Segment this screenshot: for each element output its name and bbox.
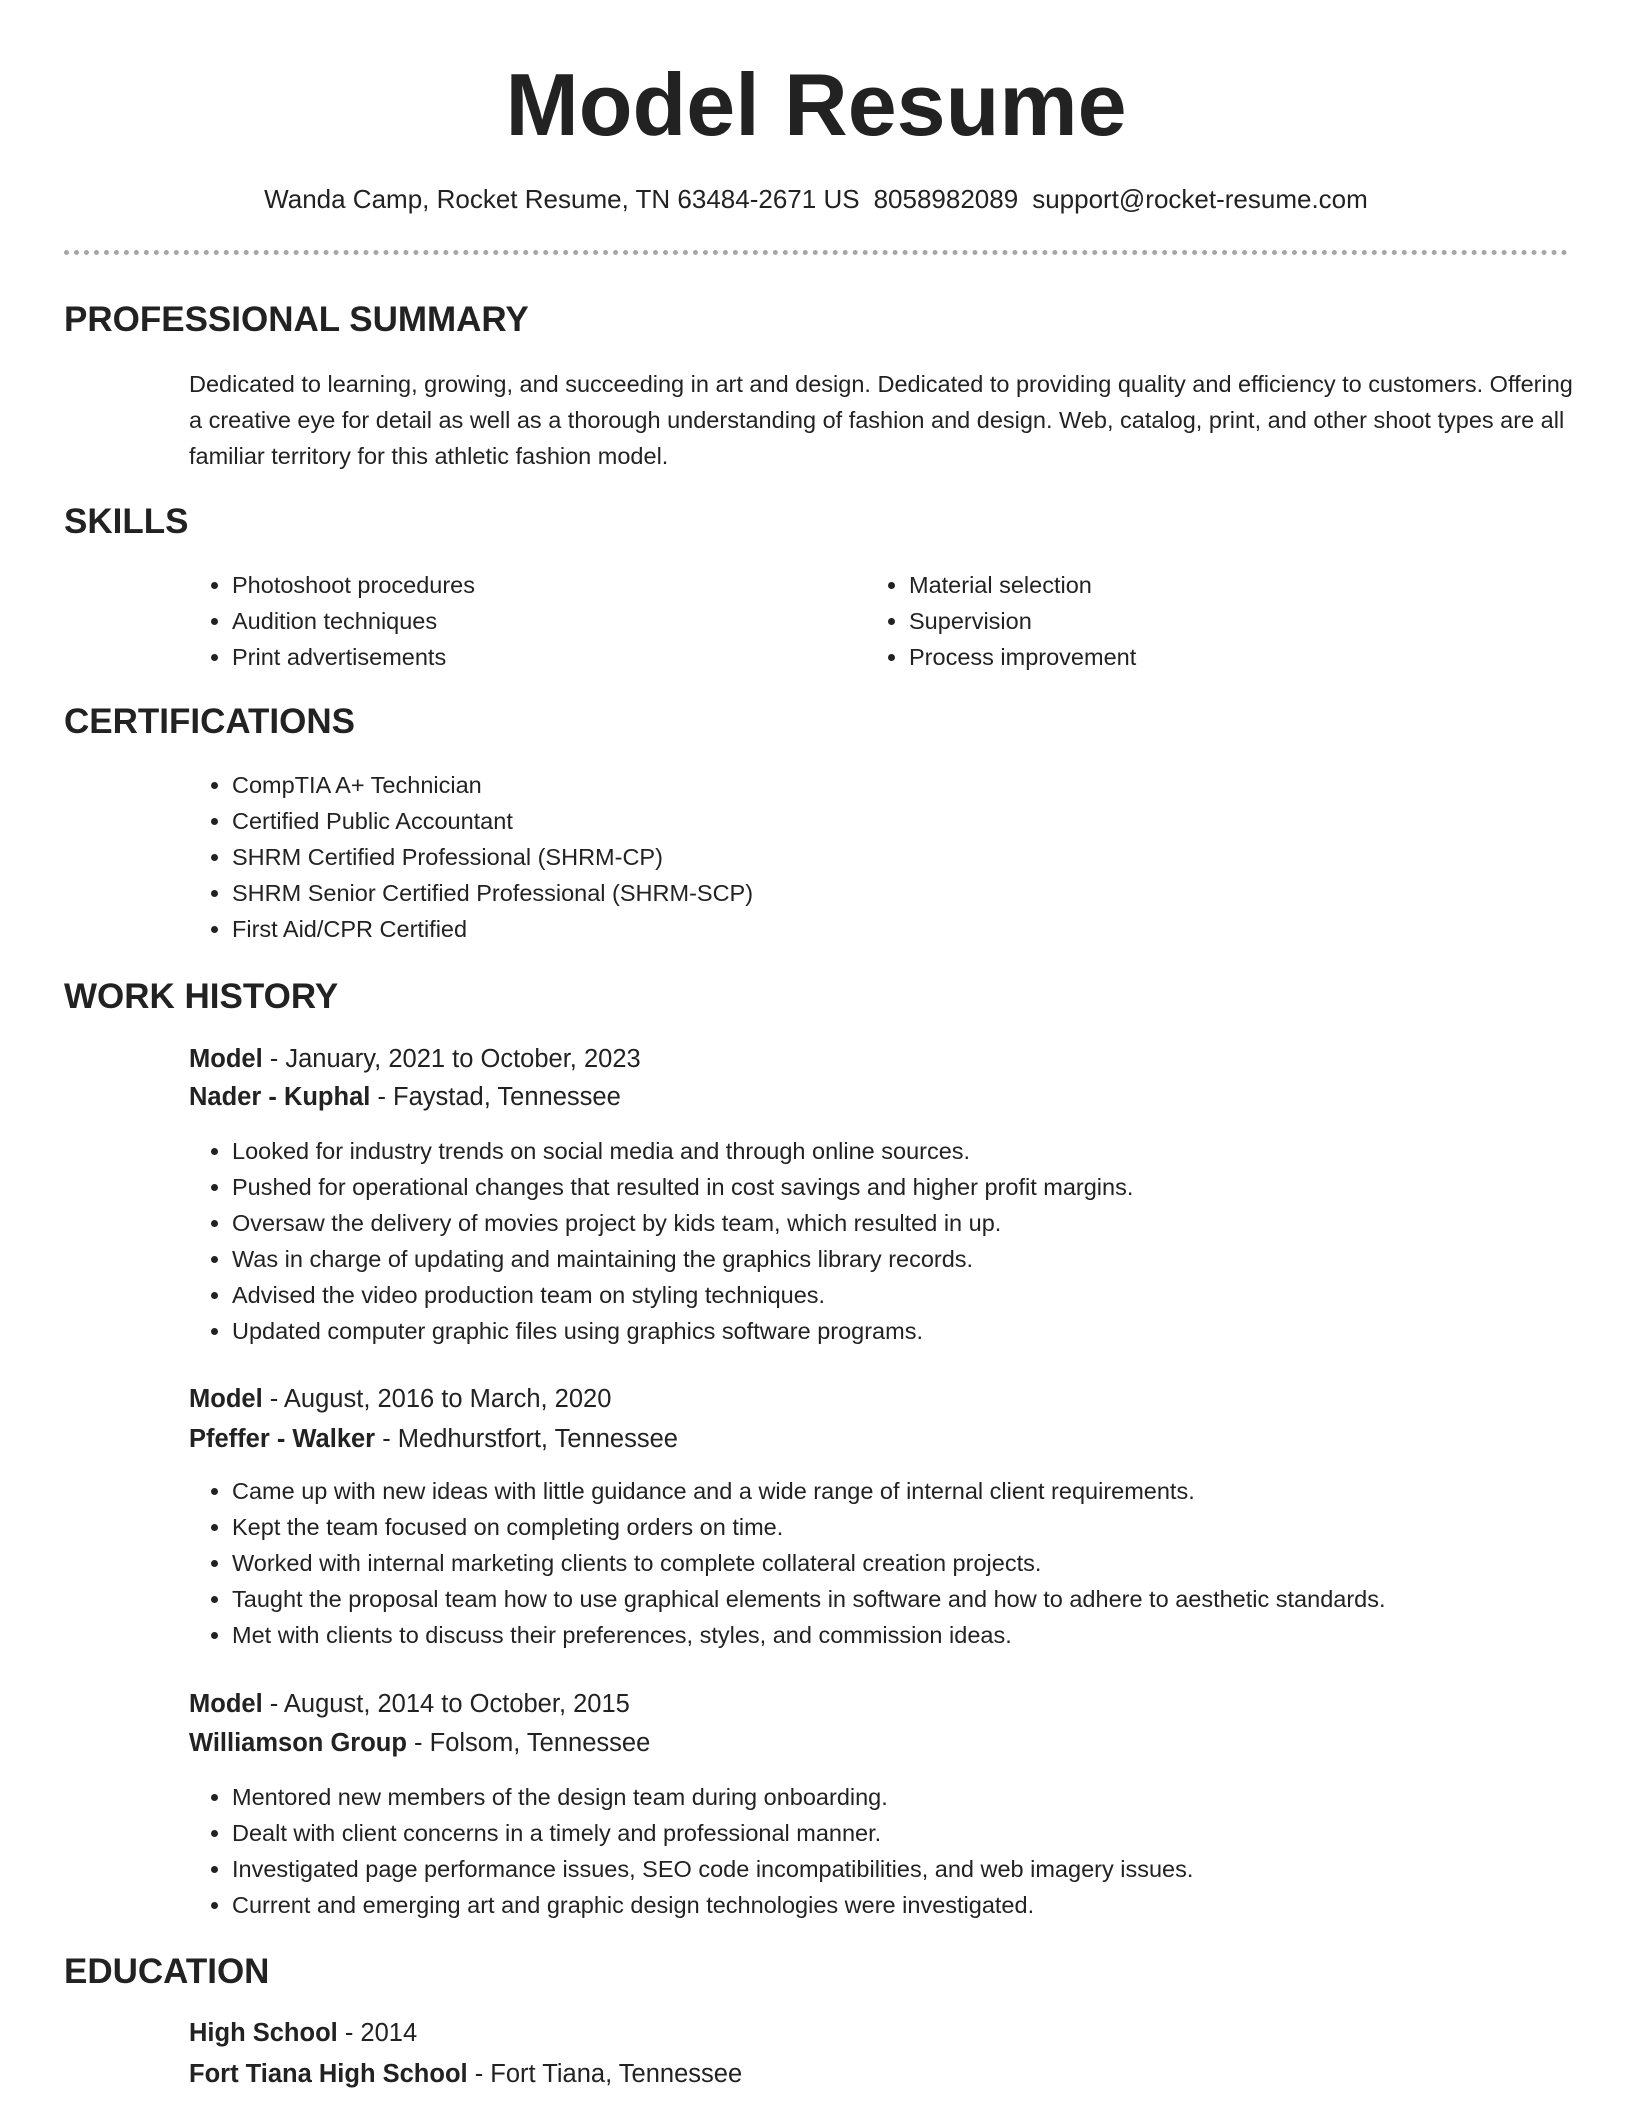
section-title-certifications: CERTIFICATIONS — [64, 702, 356, 741]
job-role: Model — [189, 1690, 263, 1718]
list-item: • Material selection — [909, 567, 1529, 603]
education-year: - 2014 — [337, 2019, 418, 2047]
contact-phone: 8058982089 — [873, 184, 1019, 214]
list-item: • Updated computer graphic files using graphics software programs. — [232, 1313, 1622, 1349]
list-item: • CompTIA A+ Technician — [232, 767, 1532, 803]
list-item: • Came up with new ideas with little guidance and a wide range of internal client requirements. — [232, 1473, 1622, 1509]
education-location: - Fort Tiana, Tennessee — [467, 2060, 743, 2088]
certifications-list — [189, 767, 1532, 947]
job-title-line — [189, 1041, 641, 1077]
list-item: • Kept the team focused on completing orders on time. — [232, 1509, 1622, 1545]
list-item: • Supervision — [909, 603, 1529, 639]
job-role: Model — [189, 1045, 263, 1073]
list-item: • Mentored new members of the design team during onboarding. — [232, 1779, 1622, 1815]
section-title-skills: SKILLS — [64, 502, 189, 541]
job-company-line — [189, 1421, 678, 1457]
job-company-line — [189, 1725, 650, 1761]
list-item: • Worked with internal marketing clients to complete collateral creation projects. — [232, 1545, 1622, 1581]
education-school-line — [189, 2056, 742, 2092]
list-item: • SHRM Senior Certified Professional (SHRM-SCP) — [232, 875, 1532, 911]
contact-address: Wanda Camp, Rocket Resume, TN 63484-2671 US — [264, 184, 860, 214]
job-company: Williamson Group — [189, 1729, 407, 1757]
list-item: • Audition techniques — [232, 603, 852, 639]
job-location: - Folsom, Tennessee — [406, 1729, 651, 1757]
list-item: • Advised the video production team on styling techniques. — [232, 1277, 1622, 1313]
resume-title: Model Resume — [505, 55, 1127, 154]
section-title-work-history: WORK HISTORY — [64, 977, 339, 1016]
list-item: • Looked for industry trends on social media and through online sources. — [232, 1133, 1622, 1169]
contact-email: support@rocket-resume.com — [1032, 184, 1368, 214]
education-degree: High School — [189, 2019, 338, 2047]
job-bullets — [189, 1473, 1622, 1653]
list-item: • Oversaw the delivery of movies project by kids team, which resulted in up. — [232, 1205, 1622, 1241]
job-bullets — [189, 1133, 1622, 1349]
header-divider — [64, 250, 1568, 255]
list-item: • Investigated page performance issues, SEO code incompatibilities, and web imagery issues. — [232, 1851, 1622, 1887]
job-location: - Faystad, Tennessee — [370, 1083, 621, 1111]
summary-text: Dedicated to learning, growing, and succeeding in art and design. Dedicated to providing quality and efficiency to customers. Offering a creative eye for detail as well as a thorough understanding of fashion and design. Web, catalog, print, and other shoot types are all familiar territory for this athletic fashion model. — [189, 371, 1573, 469]
job-company: Nader - Kuphal — [189, 1083, 371, 1111]
education-school: Fort Tiana High School — [189, 2060, 468, 2088]
job-location: - Medhurstfort, Tennessee — [375, 1425, 678, 1453]
list-item: • Certified Public Accountant — [232, 803, 1532, 839]
job-title-line — [189, 1686, 630, 1722]
list-item: • Taught the proposal team how to use graphical elements in software and how to adhere to aesthetic standards. — [232, 1581, 1622, 1617]
education-degree-line — [189, 2015, 417, 2051]
job-dates: - January, 2021 to October, 2023 — [262, 1045, 641, 1073]
list-item: • Print advertisements — [232, 639, 852, 675]
section-title-education: EDUCATION — [64, 1952, 270, 1991]
job-company: Pfeffer - Walker — [189, 1425, 376, 1453]
job-title-line — [189, 1381, 611, 1417]
section-title-summary: PROFESSIONAL SUMMARY — [64, 300, 529, 339]
list-item: • Dealt with client concerns in a timely and professional manner. — [232, 1815, 1622, 1851]
list-item: • Photoshoot procedures — [232, 567, 852, 603]
job-bullets — [189, 1779, 1622, 1923]
skills-list-right — [866, 567, 1529, 675]
contact-line — [0, 182, 1632, 216]
job-dates: - August, 2014 to October, 2015 — [262, 1690, 630, 1718]
list-item: • Met with clients to discuss their preferences, styles, and commission ideas. — [232, 1617, 1622, 1653]
list-item: • Was in charge of updating and maintaining the graphics library records. — [232, 1241, 1622, 1277]
list-item: • SHRM Certified Professional (SHRM-CP) — [232, 839, 1532, 875]
list-item: • Current and emerging art and graphic design technologies were investigated. — [232, 1887, 1622, 1923]
job-company-line — [189, 1079, 621, 1115]
job-dates: - August, 2016 to March, 2020 — [262, 1385, 612, 1413]
list-item: • First Aid/CPR Certified — [232, 911, 1532, 947]
skills-list-left — [189, 567, 852, 675]
job-role: Model — [189, 1385, 263, 1413]
list-item: • Process improvement — [909, 639, 1529, 675]
list-item: • Pushed for operational changes that resulted in cost savings and higher profit margins. — [232, 1169, 1622, 1205]
